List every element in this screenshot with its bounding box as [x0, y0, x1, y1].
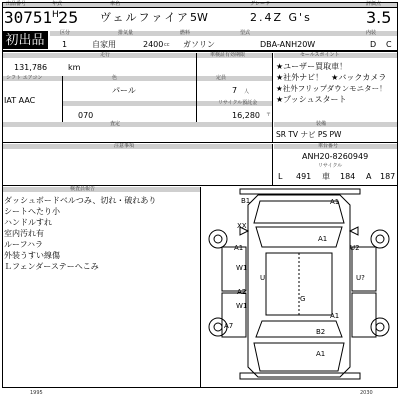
category-label: 区分: [60, 30, 71, 36]
report-line: 室内汚れ有: [4, 229, 44, 238]
selling-point: ★ユーザー買取車！: [276, 62, 348, 71]
usage-value: 自家用: [92, 40, 116, 49]
recycle-mark: 〒: [266, 112, 272, 118]
damage-code: A1: [330, 198, 340, 206]
features-label: セールスポイント: [300, 52, 340, 58]
recycle-prefix-right: A: [366, 172, 372, 181]
findings-label: 検査員報告: [70, 186, 96, 192]
recycle-prefix-mid: 車: [322, 172, 330, 181]
displacement-label: 排気量: [118, 30, 134, 36]
car-name: ヴェルファイア: [100, 11, 191, 24]
selling-point: ★プッシュスタート: [276, 95, 347, 104]
damage-code: W1: [236, 302, 248, 310]
damage-code: XX: [237, 222, 247, 230]
interior-grade: D: [370, 40, 377, 49]
model-label: 型式: [240, 30, 251, 36]
fuel-label: 燃料: [180, 30, 191, 36]
fuel-value: ガソリン: [183, 40, 215, 49]
damage-code: A1: [318, 235, 328, 243]
grade-value: 2.4Z G's: [250, 11, 312, 24]
report-line: 外装うすい線傷: [4, 251, 60, 260]
damage-code: A1: [330, 312, 340, 320]
mileage-label: 走行: [100, 52, 111, 58]
doors: 5W: [190, 11, 208, 24]
first-listing-badge: 初出品: [2, 31, 48, 49]
footer-right: 2030: [360, 390, 373, 396]
recycle-fee: 16,280: [232, 111, 260, 120]
report-line: ダッシュボードベルつみ、切れ・破れあり: [4, 196, 157, 205]
damage-code: G: [300, 295, 306, 303]
equipment-label: 装備: [316, 121, 327, 127]
month-value: 1: [62, 40, 68, 49]
damage-code: U?: [356, 274, 365, 282]
damage-code: U: [260, 274, 266, 282]
exterior-grade: C: [386, 40, 392, 49]
score-value: 3.5: [366, 8, 392, 27]
damage-code: A2: [237, 288, 247, 296]
capacity-unit: 人: [244, 89, 250, 95]
color-value: パール: [112, 86, 136, 95]
displacement-value: 2400: [143, 40, 164, 49]
selling-point: ★社外ナビ！ ★バックカメラ: [276, 73, 387, 82]
damage-code: W1: [236, 264, 248, 272]
mileage-value: 131,786: [14, 63, 48, 72]
shift-value: IAT AAC: [4, 96, 36, 105]
capacity-value: 7: [232, 86, 238, 95]
recycle-middle: 184: [340, 172, 356, 181]
recycle-left: 491: [296, 172, 312, 181]
footer-left: 1995: [30, 390, 43, 396]
damage-code: A7: [224, 322, 234, 330]
damage-code: A1: [234, 244, 244, 252]
report-line: ルーフハラ: [4, 240, 43, 249]
grade-label: グレード: [250, 1, 271, 7]
damage-code: U2: [350, 244, 360, 252]
lot-number: 30751: [4, 8, 53, 27]
lot-label: 出品番号: [6, 1, 27, 7]
report-line: シートへたり小: [4, 207, 60, 216]
year-prefix: H: [52, 10, 59, 20]
selling-point: ★社外フリップダウンモニター！: [276, 84, 387, 93]
maker-label: 車名: [110, 1, 121, 7]
damage-code: A1: [316, 350, 326, 358]
color-label: 色: [112, 75, 118, 81]
chassis-number: ANH20-8260949: [302, 152, 369, 161]
report-line: Ｌフェンダーステーへこみ: [4, 262, 99, 271]
recycle-label: リサイクル預託金: [218, 100, 258, 106]
inspection-label: 査定: [110, 121, 121, 127]
equipment-line: SR TV ナビ PS PW: [276, 130, 342, 139]
damage-code: B1: [241, 197, 251, 205]
score-label: 評価点: [366, 1, 382, 7]
report-line: ハンドルすれ: [4, 218, 52, 227]
sheet-border: [2, 2, 398, 388]
cert-expiry-label: 車検証有効期限: [210, 52, 246, 58]
recycle-sub-label: リサイクル: [318, 163, 343, 169]
model-code: DBA-ANH20W: [260, 40, 316, 49]
year-label: 年式: [52, 1, 63, 7]
recycle-prefix-l: L: [278, 172, 283, 181]
seating-label: 定員: [216, 75, 227, 81]
year-value: 25: [58, 8, 79, 27]
color-code: 070: [78, 111, 94, 120]
notes-label: 注意事項: [114, 143, 135, 149]
displacement-unit: cc: [164, 42, 170, 48]
damage-code: B2: [316, 328, 326, 336]
shift-label: シフト エアコン: [6, 75, 43, 81]
mileage-unit: km: [68, 63, 81, 72]
chassis-label: 車台番号: [318, 143, 339, 149]
interior-label: 内装: [366, 30, 377, 36]
recycle-right: 187: [380, 172, 396, 181]
